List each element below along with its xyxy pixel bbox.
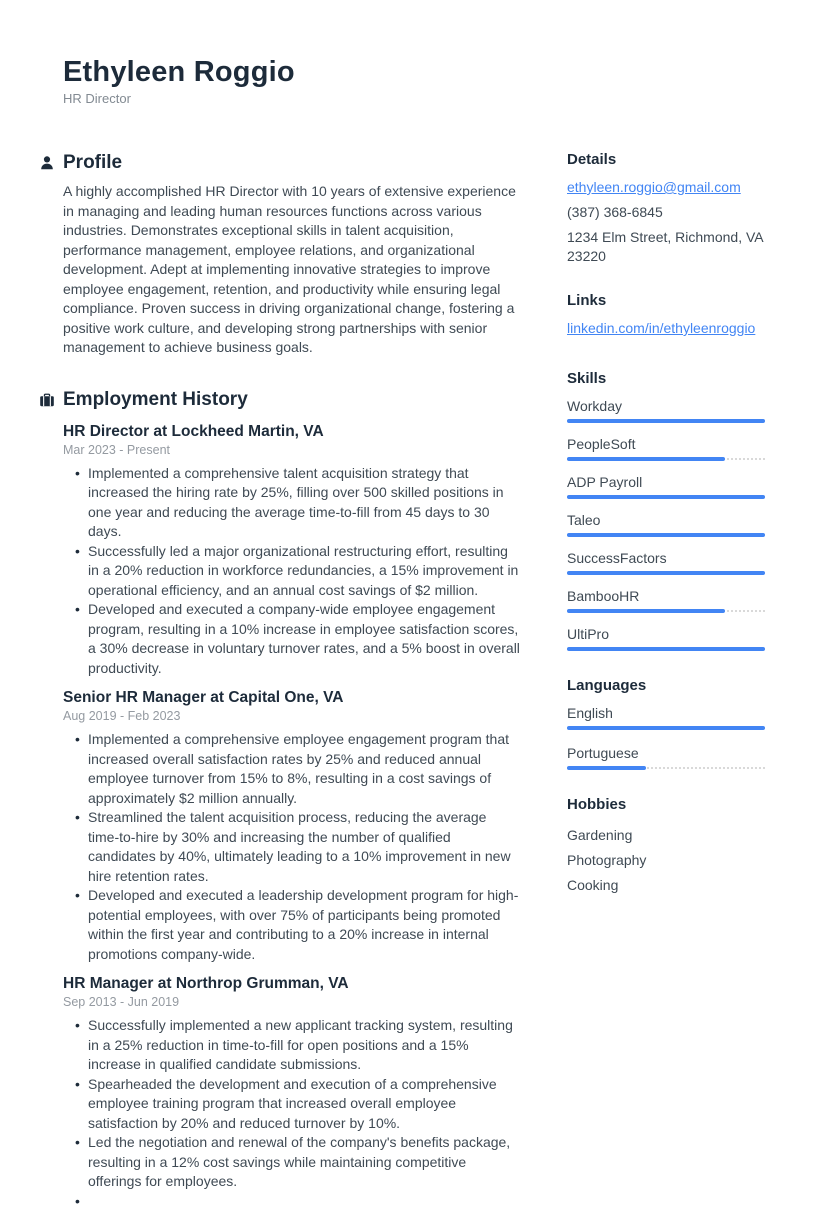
meter-item bbox=[567, 744, 765, 770]
job-bullet: • Implemented a comprehensive talent acquisition strategy that increased the hiring rate by 25%, filling over 500 skilled positions in one year and reducing the average time-to-fill from 45 days to 30 days. bbox=[75, 464, 520, 542]
job-bullet: • Implemented a comprehensive employee engagement program that increased overall satisfaction rates by 25% and reduced annual employee turnover from 15% to 8%, resulting in a cost savings of approximately $2 million annually. bbox=[75, 730, 520, 808]
meter-fill bbox=[567, 571, 765, 575]
meter-bar bbox=[567, 609, 765, 613]
person-icon bbox=[39, 155, 55, 171]
job-entry bbox=[63, 688, 520, 964]
meter-item bbox=[567, 549, 765, 575]
profile-heading: Profile bbox=[63, 151, 122, 175]
links-section bbox=[567, 292, 765, 344]
meter-item bbox=[567, 511, 765, 537]
hobbies-heading: Hobbies bbox=[567, 796, 765, 814]
meter-fill bbox=[567, 726, 765, 730]
meter-bar bbox=[567, 647, 765, 651]
job-title: Senior HR Manager at Capital One, VA bbox=[63, 688, 520, 707]
employment-section bbox=[63, 388, 520, 1211]
job-entry bbox=[63, 974, 520, 1211]
job-bullet: • Streamlined the talent acquisition process, reducing the average time-to-hire by 30% and increasing the number of qualified candidates by 40%, ultimately leading to a 10% improvement in new hire retention rates. bbox=[75, 808, 520, 886]
meter-fill bbox=[567, 457, 725, 461]
meter-item bbox=[567, 473, 765, 499]
hobbies-list bbox=[567, 823, 765, 898]
meter-fill bbox=[567, 419, 765, 423]
meter-fill bbox=[567, 647, 765, 651]
meter-bar bbox=[567, 571, 765, 575]
meter-label: Workday bbox=[567, 397, 765, 416]
email-link[interactable]: ethyleen.roggio@gmail.com bbox=[567, 178, 741, 197]
hobby-item: Cooking bbox=[567, 873, 765, 898]
jobs-list bbox=[63, 422, 520, 1211]
hobbies-section bbox=[567, 796, 765, 898]
job-bullets bbox=[63, 464, 520, 679]
address: 1234 Elm Street, Richmond, VA 23220 bbox=[567, 228, 765, 266]
job-bullet: • Developed and executed a company-wide employee engagement program, resulting in a 10% increase in employee satisfaction scores, a 30% decrease in voluntary turnover rates, and a 5% boost in overall productivity. bbox=[75, 600, 520, 678]
links-heading: Links bbox=[567, 292, 765, 310]
meter-item bbox=[567, 435, 765, 461]
meter-label: UltiPro bbox=[567, 625, 765, 644]
job-title: HR Director at Lockheed Martin, VA bbox=[63, 422, 520, 441]
profile-section bbox=[63, 151, 520, 358]
meter-bar bbox=[567, 533, 765, 537]
job-bullet: • Led the negotiation and renewal of the company's benefits package, resulting in a 12% cost savings while maintaining competitive offerings for employees. bbox=[75, 1133, 520, 1192]
meter-label: Taleo bbox=[567, 511, 765, 530]
meter-item bbox=[567, 587, 765, 613]
job-title: HR Manager at Northrop Grumman, VA bbox=[63, 974, 520, 993]
profile-link[interactable]: linkedin.com/in/ethyleenroggio bbox=[567, 319, 755, 338]
links-list bbox=[567, 319, 765, 344]
profile-text: A highly accomplished HR Director with 10 years of extensive experience in managing and leading human resources functions across various industries. Demonstrates exceptional skills in talent acquisition, performance management, employee relations, and organizational development. Adept at implementing innovative strategies to improve employee engagement, retention, and productivity while ensuring legal compliance. Proven success in driving organizational change, fostering a positive work culture, and developing strong partnerships with senior management to achieve business goals. bbox=[63, 182, 520, 358]
meter-label: Portuguese bbox=[567, 744, 765, 763]
meter-item bbox=[567, 704, 765, 730]
job-bullet: • Successfully led a major organizational restructuring effort, resulting in a 20% reduction in workforce redundancies, a 15% improvement in operational efficiency, and an annual cost savings of $2 million. bbox=[75, 542, 520, 601]
meter-fill bbox=[567, 609, 725, 613]
job-bullet bbox=[75, 1192, 520, 1211]
briefcase-icon bbox=[39, 392, 55, 408]
details-heading: Details bbox=[567, 151, 765, 169]
job-period: Mar 2023 - Present bbox=[63, 443, 520, 458]
meter-bar bbox=[567, 419, 765, 423]
meter-item bbox=[567, 397, 765, 423]
job-bullets bbox=[63, 1016, 520, 1211]
job-period: Sep 2013 - Jun 2019 bbox=[63, 995, 520, 1010]
meter-fill bbox=[567, 495, 765, 499]
meter-label: PeopleSoft bbox=[567, 435, 765, 454]
meter-label: SuccessFactors bbox=[567, 549, 765, 568]
languages-heading: Languages bbox=[567, 677, 765, 695]
job-bullet: • Developed and executed a leadership development program for high-potential employees, with over 75% of participants being promoted within the first year and contributing to a 20% increase in internal promotions company-wide. bbox=[75, 886, 520, 964]
skills-heading: Skills bbox=[567, 370, 765, 388]
meter-label: BambooHR bbox=[567, 587, 765, 606]
job-bullet: • Spearheaded the development and execution of a comprehensive employee training program that increased overall employee satisfaction by 20% and reduced turnover by 10%. bbox=[75, 1075, 520, 1134]
meter-fill bbox=[567, 766, 646, 770]
meter-label: ADP Payroll bbox=[567, 473, 765, 492]
sidebar bbox=[567, 151, 765, 898]
phone-number: (387) 368-6845 bbox=[567, 203, 765, 222]
skills-section bbox=[567, 370, 765, 651]
hobby-item: Photography bbox=[567, 848, 765, 873]
main-column bbox=[63, 151, 520, 1211]
meter-item bbox=[567, 625, 765, 651]
employment-heading: Employment History bbox=[63, 388, 248, 412]
job-bullets bbox=[63, 730, 520, 964]
meter-bar bbox=[567, 495, 765, 499]
job-bullet: • Successfully implemented a new applicant tracking system, resulting in a 25% reduction in time-to-fill for open positions and a 15% increase in qualified candidate submissions. bbox=[75, 1016, 520, 1075]
meter-bar bbox=[567, 766, 765, 770]
hobby-item: Gardening bbox=[567, 823, 765, 848]
details-section bbox=[567, 151, 765, 266]
job-entry bbox=[63, 422, 520, 679]
skills-list bbox=[567, 397, 765, 651]
languages-section bbox=[567, 677, 765, 770]
job-period: Aug 2019 - Feb 2023 bbox=[63, 709, 520, 724]
meter-bar bbox=[567, 726, 765, 730]
languages-list bbox=[567, 704, 765, 770]
meter-bar bbox=[567, 457, 765, 461]
candidate-job-title: HR Director bbox=[63, 90, 765, 107]
resume-header bbox=[63, 55, 765, 107]
meter-label: English bbox=[567, 704, 765, 723]
meter-fill bbox=[567, 533, 765, 537]
candidate-name: Ethyleen Roggio bbox=[63, 55, 765, 89]
